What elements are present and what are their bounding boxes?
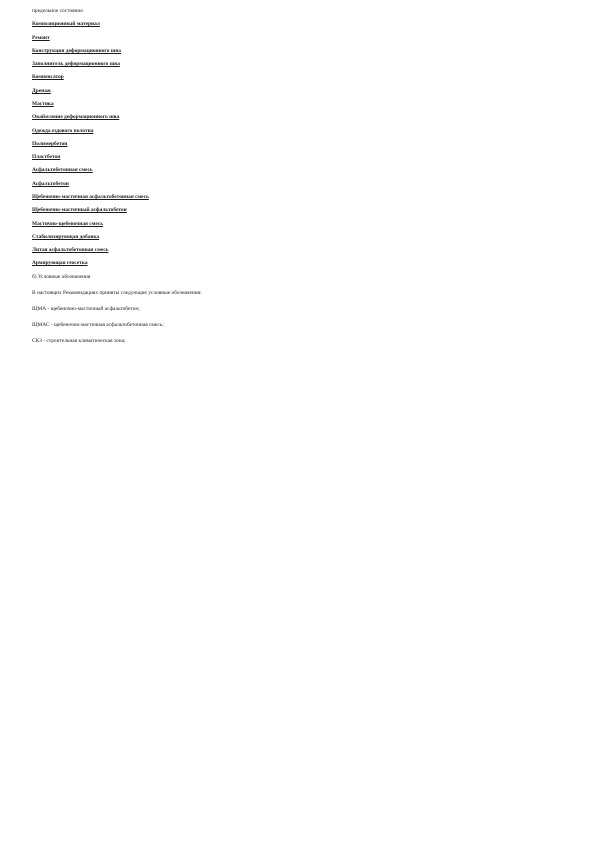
section-heading: б) Условные обозначения (32, 273, 91, 280)
definition-term: Окаймление деформационного шва (32, 114, 120, 121)
definition-term: Пластбетон (32, 154, 61, 161)
definition-term: Армирующая геосетка (32, 260, 88, 267)
definition-paragraph (32, 260, 563, 267)
definition-paragraph (32, 154, 563, 161)
section-intro: В настоящих Рекомендациях приняты следующие условные обозначения: (32, 289, 202, 296)
definition-paragraph (32, 48, 563, 55)
definition-paragraph (32, 167, 563, 174)
definition-term: Мастика (32, 100, 54, 107)
definition-term: Асфальтобетон (32, 180, 69, 187)
definition-term: Дренаж (32, 87, 51, 94)
abbreviation-line: СКЗ - строительная климатическая зона; (32, 338, 126, 344)
definition-paragraph (32, 221, 563, 228)
definition-term: Мастично-щебеночная смесь (32, 220, 104, 227)
definition-paragraph (32, 61, 563, 68)
definition-term: Конструкция деформационного шва (32, 47, 121, 54)
definition-term: Щебеночно-мастичный асфальтобетон (32, 207, 127, 214)
definition-term: Заполнитель деформационного шва (32, 61, 120, 68)
abbreviation-line: ЩМАС - щебеночно-мастичная асфальтобетонная смесь; (32, 321, 164, 328)
definition-term: Ремонт (32, 34, 50, 41)
definition-term: Стабилизирующая добавка (32, 233, 100, 240)
definition-paragraph (32, 35, 563, 42)
definitions-list (32, 21, 563, 267)
definition-paragraph (32, 194, 563, 201)
definition-paragraph (32, 21, 563, 28)
intro-line: предельное состояние. (32, 8, 85, 14)
definition-paragraph (32, 128, 563, 135)
definition-term: Щебеночно-мастичная асфальтобетонная смесь (32, 193, 149, 200)
definition-paragraph (32, 234, 563, 241)
definition-term: Компенсатор (32, 74, 64, 81)
abbreviation-line: ЩМА - щебеночно-мастичный асфальтобетон; (32, 305, 140, 312)
definition-paragraph (32, 247, 563, 254)
definition-paragraph (32, 114, 563, 121)
definition-term: Полимербетон (32, 140, 68, 147)
definition-term: Одежда ездового полотна (32, 127, 94, 134)
definition-term: Композиционный материал (32, 21, 100, 28)
definition-term: Литая асфальтобетонная смесь (32, 247, 109, 254)
definition-paragraph (32, 101, 563, 108)
definition-paragraph (32, 141, 563, 148)
definition-paragraph (32, 207, 563, 214)
definition-paragraph (32, 74, 563, 81)
definition-paragraph (32, 181, 563, 188)
definition-term: Асфальтобетонная смесь (32, 167, 93, 174)
abbreviations-list (32, 306, 563, 345)
definition-paragraph (32, 88, 563, 95)
